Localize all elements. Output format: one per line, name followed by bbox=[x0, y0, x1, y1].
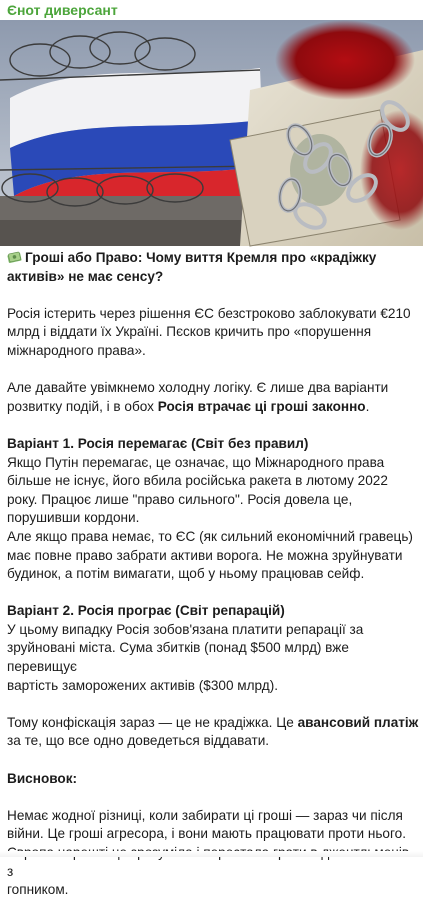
conclusion-title-text: Висновок: bbox=[7, 770, 78, 786]
conclusion-line-4: гопником. bbox=[7, 882, 69, 898]
logic-line-2-bold: Росія втрачає ці гроші законно bbox=[157, 398, 366, 414]
logic-line-2-end: . bbox=[365, 398, 370, 414]
variant-1-title bbox=[7, 435, 419, 454]
conclusion-line-1: Немає жодної різниці, коли забирати ці гроші — зараз чи після bbox=[7, 807, 403, 823]
conclusion-line-3: з bbox=[7, 863, 14, 879]
variant-2-line-3: вартість заморожених активів ($300 млрд). bbox=[7, 677, 279, 693]
variant-2-title-text: Варіант 2. Росія програє (Світ репарацій) bbox=[7, 603, 285, 619]
variant-1-line-3: року. Працює лише "право сильного". Росія довела це, bbox=[7, 491, 353, 507]
confiscation-line-1 bbox=[7, 714, 419, 733]
variant-1-line-7: будинок, а потім вимагати, щоб у ньому працював сейф. bbox=[7, 566, 365, 582]
logic-line-1: Але давайте увімкнемо холодну логіку. Є лише два варіанти bbox=[7, 380, 389, 396]
variant-2-line-1: У цьому випадку Росія зобов'язана платити репарації за bbox=[7, 621, 364, 637]
post-title-text: Гроші або Право: Чому виття Кремля про «крадіжку активів» не має сенсу? bbox=[7, 250, 377, 284]
variant-2-line-2: зруйновані міста. Сума збитків (понад $500 млрд) вже перевищує bbox=[7, 640, 349, 675]
intro-line-1: Росія істерить через рішення ЄС безстроково заблокувати €210 bbox=[7, 305, 411, 321]
money-emoji-icon bbox=[7, 251, 22, 264]
variant-2-title bbox=[7, 602, 419, 621]
post-photo-illustration bbox=[0, 20, 423, 246]
confiscation-line-2: за те, що все одно доведеться віддавати. bbox=[7, 733, 270, 749]
intro-line-2: млрд і віддати їх Україні. Пєсков кричить про «порушення bbox=[7, 324, 372, 340]
conclusion-line-2: війни. Це гроші агресора, і вони мають працювати проти нього. bbox=[7, 826, 406, 842]
variant-1-line-5: Але якщо права немає, то ЄС (як сильний економічний гравець) bbox=[7, 528, 413, 544]
post-photo[interactable] bbox=[0, 20, 423, 246]
variant-1-line-6: має повне право забрати активи ворога. Не можна зруйнувати bbox=[7, 547, 403, 563]
logic-line-2 bbox=[7, 398, 419, 417]
confiscation-line-1-start: Тому конфіскація зараз — це не крадіжка. Це bbox=[7, 714, 298, 730]
confiscation-line-1-bold: авансовий платіж bbox=[297, 714, 419, 730]
post-title bbox=[7, 249, 419, 286]
intro-line-3: міжнародного права». bbox=[7, 342, 146, 358]
conclusion-title bbox=[7, 770, 419, 789]
variant-1-title-text: Варіант 1. Росія перемагає (Світ без правил) bbox=[7, 435, 309, 451]
variant-1-line-2: більше не існує, його вбила російська ракета в лютому 2022 bbox=[7, 473, 388, 489]
variant-1-line-1: Якщо Путін перемагає, це означає, що Міжнародного права bbox=[7, 454, 385, 470]
logic-line-2-start: розвитку подій, і в обох bbox=[7, 398, 158, 414]
channel-name[interactable]: Єнот диверсант bbox=[7, 2, 118, 18]
message-bottom-edge bbox=[0, 851, 423, 857]
post-text bbox=[7, 249, 419, 900]
variant-1-line-4: порушивши кордони. bbox=[7, 510, 140, 526]
